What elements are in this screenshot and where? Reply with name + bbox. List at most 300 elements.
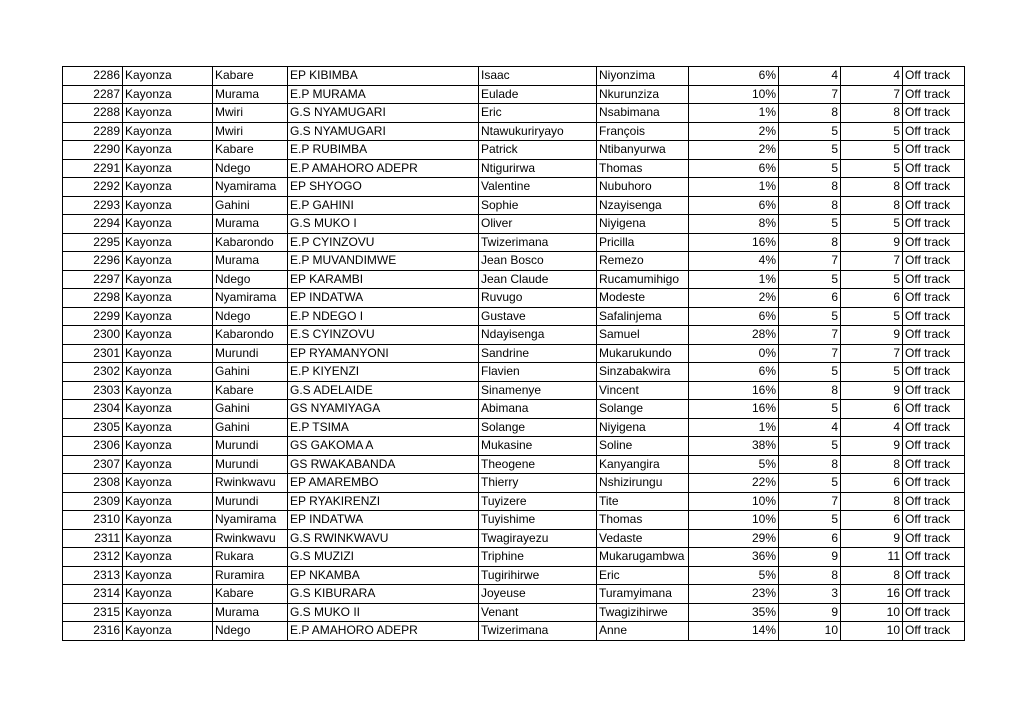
last-name-cell: Kanyangira bbox=[597, 455, 689, 474]
first-name-cell: Sinamenye bbox=[479, 381, 597, 400]
status-cell: Off track bbox=[903, 437, 965, 456]
sector-cell: Kabare bbox=[213, 67, 288, 86]
status-cell: Off track bbox=[903, 344, 965, 363]
school-cell: EP INDATWA bbox=[288, 511, 479, 530]
status-cell: Off track bbox=[903, 233, 965, 252]
score-a-cell: 9 bbox=[779, 548, 841, 567]
score-b-cell: 6 bbox=[841, 400, 903, 419]
score-a-cell: 8 bbox=[779, 104, 841, 123]
score-a-cell: 6 bbox=[779, 289, 841, 308]
school-cell: G.S NYAMUGARI bbox=[288, 122, 479, 141]
school-cell: EP KIBIMBA bbox=[288, 67, 479, 86]
score-a-cell: 4 bbox=[779, 418, 841, 437]
district-cell: Kayonza bbox=[123, 455, 213, 474]
row-number-cell: 2303 bbox=[63, 381, 123, 400]
table-row bbox=[63, 603, 965, 622]
percentage-cell: 6% bbox=[689, 196, 779, 215]
status-cell: Off track bbox=[903, 492, 965, 511]
table-row bbox=[63, 511, 965, 530]
first-name-cell: Isaac bbox=[479, 67, 597, 86]
score-b-cell: 4 bbox=[841, 418, 903, 437]
table-row bbox=[63, 437, 965, 456]
score-b-cell: 9 bbox=[841, 326, 903, 345]
school-cell: G.S ADELAIDE bbox=[288, 381, 479, 400]
row-number-cell: 2310 bbox=[63, 511, 123, 530]
score-b-cell: 9 bbox=[841, 529, 903, 548]
score-a-cell: 8 bbox=[779, 233, 841, 252]
score-b-cell: 7 bbox=[841, 344, 903, 363]
last-name-cell: Nshizirungu bbox=[597, 474, 689, 493]
table-row bbox=[63, 622, 965, 641]
score-b-cell: 8 bbox=[841, 455, 903, 474]
last-name-cell: Niyigena bbox=[597, 418, 689, 437]
percentage-cell: 1% bbox=[689, 104, 779, 123]
last-name-cell: Ntibanyurwa bbox=[597, 141, 689, 160]
percentage-cell: 23% bbox=[689, 585, 779, 604]
school-cell: EP NKAMBA bbox=[288, 566, 479, 585]
score-a-cell: 5 bbox=[779, 270, 841, 289]
score-b-cell: 8 bbox=[841, 104, 903, 123]
status-cell: Off track bbox=[903, 122, 965, 141]
first-name-cell: Ntigurirwa bbox=[479, 159, 597, 178]
score-a-cell: 5 bbox=[779, 437, 841, 456]
sector-cell: Nyamirama bbox=[213, 178, 288, 197]
table-body bbox=[63, 67, 965, 641]
status-cell: Off track bbox=[903, 455, 965, 474]
last-name-cell: Niyigena bbox=[597, 215, 689, 234]
school-cell: E.P RUBIMBA bbox=[288, 141, 479, 160]
score-a-cell: 5 bbox=[779, 511, 841, 530]
first-name-cell: Tuyishime bbox=[479, 511, 597, 530]
first-name-cell: Ruvugo bbox=[479, 289, 597, 308]
table-row bbox=[63, 159, 965, 178]
row-number-cell: 2308 bbox=[63, 474, 123, 493]
sector-cell: Ndego bbox=[213, 622, 288, 641]
score-b-cell: 6 bbox=[841, 289, 903, 308]
table-row bbox=[63, 418, 965, 437]
school-cell: EP AMAREMBO bbox=[288, 474, 479, 493]
percentage-cell: 16% bbox=[689, 381, 779, 400]
percentage-cell: 1% bbox=[689, 270, 779, 289]
status-cell: Off track bbox=[903, 289, 965, 308]
last-name-cell: Rucamumihigo bbox=[597, 270, 689, 289]
percentage-cell: 16% bbox=[689, 233, 779, 252]
sector-cell: Mwiri bbox=[213, 122, 288, 141]
district-cell: Kayonza bbox=[123, 474, 213, 493]
status-cell: Off track bbox=[903, 104, 965, 123]
status-cell: Off track bbox=[903, 215, 965, 234]
table-row bbox=[63, 122, 965, 141]
table-row bbox=[63, 548, 965, 567]
status-cell: Off track bbox=[903, 159, 965, 178]
status-cell: Off track bbox=[903, 548, 965, 567]
percentage-cell: 14% bbox=[689, 622, 779, 641]
row-number-cell: 2312 bbox=[63, 548, 123, 567]
sector-cell: Rwinkwavu bbox=[213, 474, 288, 493]
percentage-cell: 5% bbox=[689, 455, 779, 474]
score-a-cell: 3 bbox=[779, 585, 841, 604]
status-cell: Off track bbox=[903, 270, 965, 289]
first-name-cell: Joyeuse bbox=[479, 585, 597, 604]
score-a-cell: 7 bbox=[779, 326, 841, 345]
sector-cell: Murundi bbox=[213, 455, 288, 474]
percentage-cell: 38% bbox=[689, 437, 779, 456]
first-name-cell: Twagirayezu bbox=[479, 529, 597, 548]
first-name-cell: Eulade bbox=[479, 85, 597, 104]
percentage-cell: 35% bbox=[689, 603, 779, 622]
score-a-cell: 5 bbox=[779, 141, 841, 160]
table-row bbox=[63, 529, 965, 548]
row-number-cell: 2304 bbox=[63, 400, 123, 419]
row-number-cell: 2289 bbox=[63, 122, 123, 141]
sector-cell: Rukara bbox=[213, 548, 288, 567]
last-name-cell: Twagizihirwe bbox=[597, 603, 689, 622]
table-row bbox=[63, 585, 965, 604]
percentage-cell: 6% bbox=[689, 67, 779, 86]
district-cell: Kayonza bbox=[123, 104, 213, 123]
score-a-cell: 5 bbox=[779, 307, 841, 326]
table-row bbox=[63, 326, 965, 345]
district-cell: Kayonza bbox=[123, 511, 213, 530]
row-number-cell: 2286 bbox=[63, 67, 123, 86]
last-name-cell: Niyonzima bbox=[597, 67, 689, 86]
last-name-cell: Soline bbox=[597, 437, 689, 456]
district-cell: Kayonza bbox=[123, 233, 213, 252]
score-a-cell: 4 bbox=[779, 67, 841, 86]
sector-cell: Ndego bbox=[213, 307, 288, 326]
percentage-cell: 0% bbox=[689, 344, 779, 363]
row-number-cell: 2305 bbox=[63, 418, 123, 437]
table-row bbox=[63, 307, 965, 326]
first-name-cell: Tugirihirwe bbox=[479, 566, 597, 585]
sector-cell: Murama bbox=[213, 603, 288, 622]
score-a-cell: 8 bbox=[779, 566, 841, 585]
first-name-cell: Twizerimana bbox=[479, 233, 597, 252]
sector-cell: Kabare bbox=[213, 585, 288, 604]
district-cell: Kayonza bbox=[123, 437, 213, 456]
sector-cell: Kabarondo bbox=[213, 233, 288, 252]
district-cell: Kayonza bbox=[123, 400, 213, 419]
first-name-cell: Ntawukuriryayo bbox=[479, 122, 597, 141]
row-number-cell: 2307 bbox=[63, 455, 123, 474]
percentage-cell: 29% bbox=[689, 529, 779, 548]
row-number-cell: 2299 bbox=[63, 307, 123, 326]
last-name-cell: Pricilla bbox=[597, 233, 689, 252]
school-cell: E.P AMAHORO ADEPR bbox=[288, 622, 479, 641]
status-cell: Off track bbox=[903, 67, 965, 86]
percentage-cell: 36% bbox=[689, 548, 779, 567]
row-number-cell: 2290 bbox=[63, 141, 123, 160]
row-number-cell: 2301 bbox=[63, 344, 123, 363]
last-name-cell: Anne bbox=[597, 622, 689, 641]
last-name-cell: Nubuhoro bbox=[597, 178, 689, 197]
percentage-cell: 1% bbox=[689, 178, 779, 197]
status-cell: Off track bbox=[903, 85, 965, 104]
school-cell: G.S KIBURARA bbox=[288, 585, 479, 604]
status-cell: Off track bbox=[903, 252, 965, 271]
district-cell: Kayonza bbox=[123, 381, 213, 400]
percentage-cell: 22% bbox=[689, 474, 779, 493]
score-b-cell: 7 bbox=[841, 85, 903, 104]
status-cell: Off track bbox=[903, 511, 965, 530]
sector-cell: Murama bbox=[213, 215, 288, 234]
district-cell: Kayonza bbox=[123, 492, 213, 511]
sector-cell: Nyamirama bbox=[213, 289, 288, 308]
table-row bbox=[63, 289, 965, 308]
status-cell: Off track bbox=[903, 622, 965, 641]
table-row bbox=[63, 141, 965, 160]
score-a-cell: 5 bbox=[779, 400, 841, 419]
score-a-cell: 9 bbox=[779, 603, 841, 622]
percentage-cell: 2% bbox=[689, 122, 779, 141]
percentage-cell: 6% bbox=[689, 159, 779, 178]
school-cell: E.P CYINZOVU bbox=[288, 233, 479, 252]
district-cell: Kayonza bbox=[123, 307, 213, 326]
status-cell: Off track bbox=[903, 381, 965, 400]
row-number-cell: 2292 bbox=[63, 178, 123, 197]
row-number-cell: 2298 bbox=[63, 289, 123, 308]
district-cell: Kayonza bbox=[123, 141, 213, 160]
sector-cell: Kabare bbox=[213, 381, 288, 400]
score-a-cell: 5 bbox=[779, 159, 841, 178]
score-b-cell: 5 bbox=[841, 363, 903, 382]
first-name-cell: Gustave bbox=[479, 307, 597, 326]
table-row bbox=[63, 400, 965, 419]
sector-cell: Murundi bbox=[213, 437, 288, 456]
row-number-cell: 2311 bbox=[63, 529, 123, 548]
score-b-cell: 8 bbox=[841, 196, 903, 215]
status-cell: Off track bbox=[903, 418, 965, 437]
first-name-cell: Ndayisenga bbox=[479, 326, 597, 345]
first-name-cell: Venant bbox=[479, 603, 597, 622]
row-number-cell: 2316 bbox=[63, 622, 123, 641]
row-number-cell: 2296 bbox=[63, 252, 123, 271]
status-cell: Off track bbox=[903, 326, 965, 345]
last-name-cell: Samuel bbox=[597, 326, 689, 345]
status-cell: Off track bbox=[903, 141, 965, 160]
score-a-cell: 6 bbox=[779, 529, 841, 548]
school-cell: GS GAKOMA A bbox=[288, 437, 479, 456]
row-number-cell: 2287 bbox=[63, 85, 123, 104]
district-cell: Kayonza bbox=[123, 418, 213, 437]
score-b-cell: 8 bbox=[841, 492, 903, 511]
sector-cell: Murama bbox=[213, 85, 288, 104]
score-a-cell: 7 bbox=[779, 344, 841, 363]
table-row bbox=[63, 215, 965, 234]
first-name-cell: Mukasine bbox=[479, 437, 597, 456]
score-b-cell: 6 bbox=[841, 474, 903, 493]
school-cell: E.P AMAHORO ADEPR bbox=[288, 159, 479, 178]
score-a-cell: 8 bbox=[779, 178, 841, 197]
sector-cell: Ndego bbox=[213, 159, 288, 178]
sector-cell: Gahini bbox=[213, 418, 288, 437]
score-b-cell: 9 bbox=[841, 437, 903, 456]
table-row bbox=[63, 233, 965, 252]
district-cell: Kayonza bbox=[123, 67, 213, 86]
school-cell: G.S MUKO II bbox=[288, 603, 479, 622]
row-number-cell: 2294 bbox=[63, 215, 123, 234]
sector-cell: Mwiri bbox=[213, 104, 288, 123]
sector-cell: Murundi bbox=[213, 492, 288, 511]
school-cell: E.P MUVANDIMWE bbox=[288, 252, 479, 271]
school-cell: EP RYAMANYONI bbox=[288, 344, 479, 363]
table-row bbox=[63, 455, 965, 474]
school-cell: EP SHYOGO bbox=[288, 178, 479, 197]
row-number-cell: 2297 bbox=[63, 270, 123, 289]
percentage-cell: 10% bbox=[689, 511, 779, 530]
table-row bbox=[63, 85, 965, 104]
score-b-cell: 5 bbox=[841, 141, 903, 160]
score-a-cell: 8 bbox=[779, 196, 841, 215]
school-cell: G.S RWINKWAVU bbox=[288, 529, 479, 548]
percentage-cell: 8% bbox=[689, 215, 779, 234]
score-b-cell: 5 bbox=[841, 307, 903, 326]
status-cell: Off track bbox=[903, 585, 965, 604]
score-a-cell: 10 bbox=[779, 622, 841, 641]
first-name-cell: Jean Claude bbox=[479, 270, 597, 289]
row-number-cell: 2306 bbox=[63, 437, 123, 456]
table-row bbox=[63, 363, 965, 382]
percentage-cell: 10% bbox=[689, 85, 779, 104]
percentage-cell: 10% bbox=[689, 492, 779, 511]
last-name-cell: Modeste bbox=[597, 289, 689, 308]
status-cell: Off track bbox=[903, 566, 965, 585]
score-b-cell: 9 bbox=[841, 233, 903, 252]
score-b-cell: 5 bbox=[841, 270, 903, 289]
first-name-cell: Flavien bbox=[479, 363, 597, 382]
table-row bbox=[63, 252, 965, 271]
school-cell: GS RWAKABANDA bbox=[288, 455, 479, 474]
score-a-cell: 7 bbox=[779, 252, 841, 271]
district-cell: Kayonza bbox=[123, 622, 213, 641]
score-a-cell: 5 bbox=[779, 122, 841, 141]
score-b-cell: 5 bbox=[841, 122, 903, 141]
school-cell: E.P NDEGO I bbox=[288, 307, 479, 326]
school-cell: G.S NYAMUGARI bbox=[288, 104, 479, 123]
last-name-cell: Sinzabakwira bbox=[597, 363, 689, 382]
district-cell: Kayonza bbox=[123, 548, 213, 567]
last-name-cell: Thomas bbox=[597, 511, 689, 530]
last-name-cell: Mukarukundo bbox=[597, 344, 689, 363]
table-row bbox=[63, 67, 965, 86]
score-a-cell: 8 bbox=[779, 455, 841, 474]
district-cell: Kayonza bbox=[123, 85, 213, 104]
table-row bbox=[63, 178, 965, 197]
last-name-cell: Remezo bbox=[597, 252, 689, 271]
school-cell: E.P TSIMA bbox=[288, 418, 479, 437]
school-cell: GS NYAMIYAGA bbox=[288, 400, 479, 419]
score-b-cell: 9 bbox=[841, 381, 903, 400]
first-name-cell: Thierry bbox=[479, 474, 597, 493]
score-a-cell: 7 bbox=[779, 85, 841, 104]
table-row bbox=[63, 474, 965, 493]
table-row bbox=[63, 492, 965, 511]
percentage-cell: 2% bbox=[689, 289, 779, 308]
score-a-cell: 5 bbox=[779, 363, 841, 382]
table-row bbox=[63, 566, 965, 585]
last-name-cell: Mukarugambwa bbox=[597, 548, 689, 567]
first-name-cell: Jean Bosco bbox=[479, 252, 597, 271]
row-number-cell: 2293 bbox=[63, 196, 123, 215]
table-row bbox=[63, 270, 965, 289]
district-cell: Kayonza bbox=[123, 603, 213, 622]
sector-cell: Gahini bbox=[213, 196, 288, 215]
first-name-cell: Valentine bbox=[479, 178, 597, 197]
table-row bbox=[63, 104, 965, 123]
sector-cell: Kabare bbox=[213, 141, 288, 160]
row-number-cell: 2291 bbox=[63, 159, 123, 178]
last-name-cell: Solange bbox=[597, 400, 689, 419]
school-cell: EP KARAMBI bbox=[288, 270, 479, 289]
percentage-cell: 16% bbox=[689, 400, 779, 419]
district-cell: Kayonza bbox=[123, 252, 213, 271]
score-a-cell: 5 bbox=[779, 474, 841, 493]
score-b-cell: 16 bbox=[841, 585, 903, 604]
status-cell: Off track bbox=[903, 307, 965, 326]
score-b-cell: 10 bbox=[841, 622, 903, 641]
first-name-cell: Theogene bbox=[479, 455, 597, 474]
data-table bbox=[62, 66, 965, 641]
school-cell: EP INDATWA bbox=[288, 289, 479, 308]
first-name-cell: Tuyizere bbox=[479, 492, 597, 511]
first-name-cell: Eric bbox=[479, 104, 597, 123]
first-name-cell: Oliver bbox=[479, 215, 597, 234]
status-cell: Off track bbox=[903, 474, 965, 493]
district-cell: Kayonza bbox=[123, 529, 213, 548]
district-cell: Kayonza bbox=[123, 270, 213, 289]
row-number-cell: 2314 bbox=[63, 585, 123, 604]
score-b-cell: 11 bbox=[841, 548, 903, 567]
sector-cell: Ruramira bbox=[213, 566, 288, 585]
row-number-cell: 2313 bbox=[63, 566, 123, 585]
school-cell: EP RYAKIRENZI bbox=[288, 492, 479, 511]
school-cell: E.S CYINZOVU bbox=[288, 326, 479, 345]
district-cell: Kayonza bbox=[123, 215, 213, 234]
last-name-cell: Safalinjema bbox=[597, 307, 689, 326]
status-cell: Off track bbox=[903, 363, 965, 382]
school-cell: E.P GAHINI bbox=[288, 196, 479, 215]
school-cell: G.S MUZIZI bbox=[288, 548, 479, 567]
table-row bbox=[63, 381, 965, 400]
score-a-cell: 8 bbox=[779, 381, 841, 400]
sector-cell: Gahini bbox=[213, 400, 288, 419]
last-name-cell: Nsabimana bbox=[597, 104, 689, 123]
sector-cell: Murama bbox=[213, 252, 288, 271]
sector-cell: Ndego bbox=[213, 270, 288, 289]
school-cell: E.P KIYENZI bbox=[288, 363, 479, 382]
first-name-cell: Sophie bbox=[479, 196, 597, 215]
first-name-cell: Triphine bbox=[479, 548, 597, 567]
percentage-cell: 6% bbox=[689, 363, 779, 382]
score-b-cell: 8 bbox=[841, 178, 903, 197]
sector-cell: Nyamirama bbox=[213, 511, 288, 530]
last-name-cell: Nzayisenga bbox=[597, 196, 689, 215]
last-name-cell: Nkurunziza bbox=[597, 85, 689, 104]
status-cell: Off track bbox=[903, 196, 965, 215]
district-cell: Kayonza bbox=[123, 196, 213, 215]
district-cell: Kayonza bbox=[123, 122, 213, 141]
last-name-cell: Eric bbox=[597, 566, 689, 585]
school-cell: G.S MUKO I bbox=[288, 215, 479, 234]
sector-cell: Rwinkwavu bbox=[213, 529, 288, 548]
first-name-cell: Sandrine bbox=[479, 344, 597, 363]
status-cell: Off track bbox=[903, 603, 965, 622]
sector-cell: Gahini bbox=[213, 363, 288, 382]
table-row bbox=[63, 344, 965, 363]
percentage-cell: 6% bbox=[689, 307, 779, 326]
row-number-cell: 2288 bbox=[63, 104, 123, 123]
score-b-cell: 10 bbox=[841, 603, 903, 622]
